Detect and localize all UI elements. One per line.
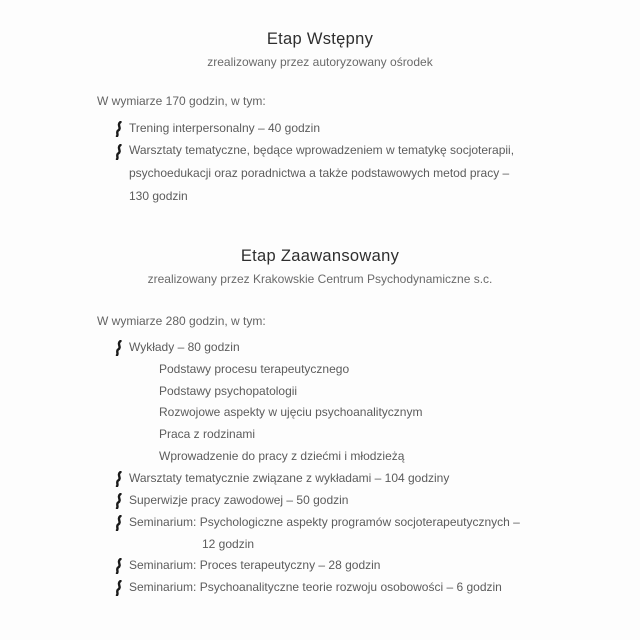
- stage1-item-training: Trening interpersonalny – 40 godzin: [129, 121, 321, 135]
- swirl-bullet-icon: [114, 340, 124, 356]
- stage1-intro: W wymiarze 170 godzin, w tym:: [97, 94, 266, 108]
- stage1-item-workshops-line3: 130 godzin: [129, 189, 188, 203]
- swirl-bullet-icon: [114, 493, 124, 509]
- lecture-subitem: Wprowadzenie do pracy z dziećmi i młodzieżą: [159, 449, 405, 463]
- swirl-bullet-icon: [114, 144, 124, 160]
- stage1-subtitle: zrealizowany przez autoryzowany ośrodek: [207, 55, 433, 69]
- stage2-intro: W wymiarze 280 godzin, w tym:: [97, 314, 266, 328]
- swirl-bullet-icon: [114, 580, 124, 596]
- swirl-bullet-icon: [114, 558, 124, 574]
- stage2-item-workshops: Warsztaty tematycznie związane z wykładami – 104 godziny: [129, 471, 450, 485]
- swirl-bullet-icon: [114, 515, 124, 531]
- stage1-title: Etap Wstępny: [266, 30, 374, 48]
- stage2-item-seminar-theories: Seminarium: Psychoanalityczne teorie rozwoju osobowości – 6 godzin: [129, 580, 502, 594]
- stage2-subtitle: zrealizowany przez Krakowskie Centrum Psychodynamiczne s.c.: [147, 272, 493, 286]
- stage2-item-seminar-psych-line2: 12 godzin: [202, 537, 255, 551]
- swirl-bullet-icon: [114, 471, 124, 487]
- stage2-item-supervision: Superwizje pracy zawodowej – 50 godzin: [129, 493, 349, 507]
- stage2-item-seminar-process: Seminarium: Proces terapeutyczny – 28 godzin: [129, 558, 381, 572]
- stage2-lectures-label: Wykłady – 80 godzin: [129, 340, 240, 354]
- stage1-item-workshops-line1: Warsztaty tematyczne, będące wprowadzeniem w tematykę socjoterapii,: [129, 143, 515, 157]
- stage2-item-seminar-psych-line1: Seminarium: Psychologiczne aspekty programów socjoterapeutycznych –: [129, 515, 520, 529]
- lecture-subitem: Podstawy procesu terapeutycznego: [159, 362, 350, 376]
- stage1-item-workshops-line2: psychoedukacji oraz poradnictwa a także podstawowych metod pracy –: [129, 166, 510, 180]
- stage2-title: Etap Zaawansowany: [240, 247, 400, 265]
- lecture-subitem: Rozwojowe aspekty w ujęciu psychoanalitycznym: [159, 405, 423, 419]
- lecture-subitem: Praca z rodzinami: [159, 427, 256, 441]
- lecture-subitem: Podstawy psychopatologii: [159, 384, 298, 398]
- swirl-bullet-icon: [114, 121, 124, 137]
